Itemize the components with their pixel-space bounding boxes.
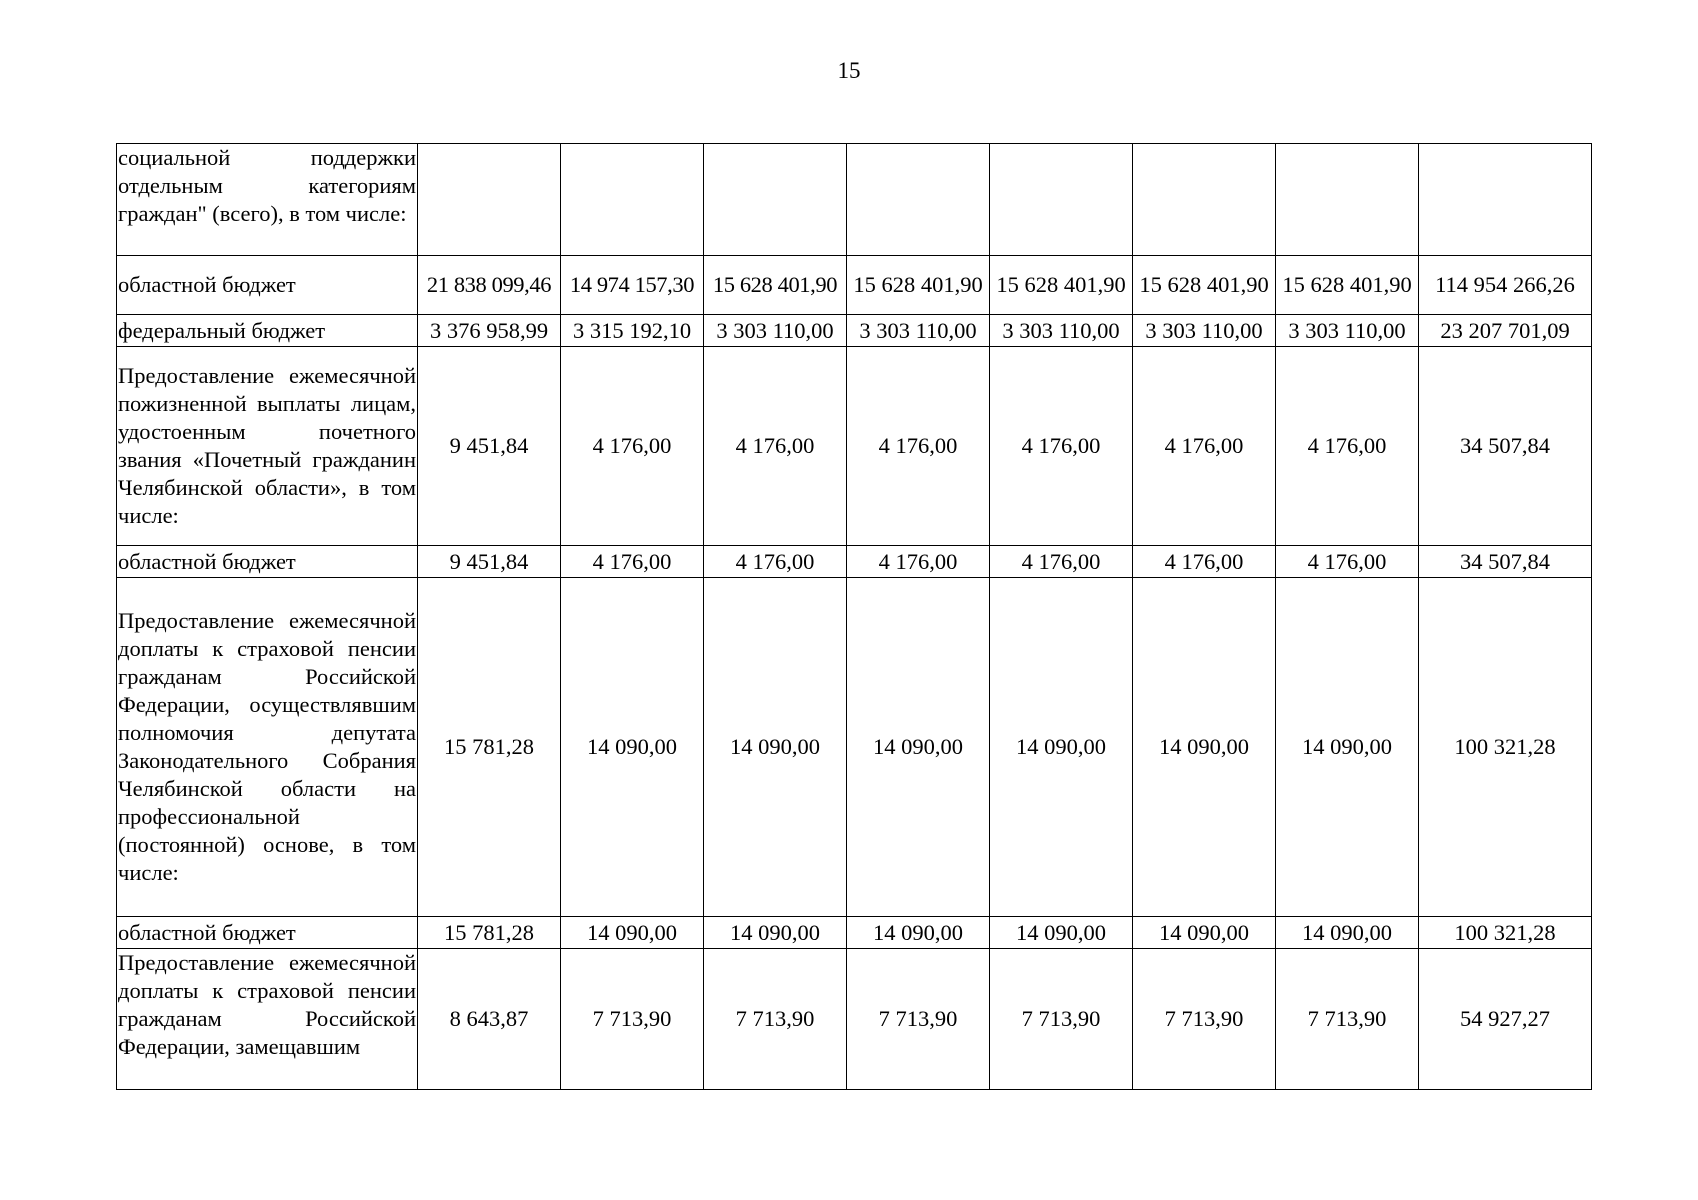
total-cell: 34 507,84: [1419, 546, 1592, 578]
value-cell: 21 838 099,46: [418, 256, 561, 315]
value-cell: 15 628 401,90: [704, 256, 847, 315]
value-cell: 3 303 110,00: [847, 315, 990, 347]
value-cell: 4 176,00: [847, 546, 990, 578]
value-cell: 7 713,90: [847, 949, 990, 1090]
row-label: социальной поддержки отдельным категориям граждан" (всего), в том числе:: [117, 144, 418, 256]
table-row: [117, 347, 1592, 546]
value-cell: 7 713,90: [704, 949, 847, 1090]
total-cell: [1419, 144, 1592, 256]
value-cell: 4 176,00: [990, 347, 1133, 546]
value-cell: [990, 144, 1133, 256]
table-row: [117, 315, 1592, 347]
value-cell: 4 176,00: [1133, 546, 1276, 578]
value-cell: 4 176,00: [561, 546, 704, 578]
value-cell: 4 176,00: [990, 546, 1133, 578]
row-label: областной бюджет: [117, 546, 418, 578]
total-cell: 34 507,84: [1419, 347, 1592, 546]
table-row: [117, 144, 1592, 256]
value-cell: 14 090,00: [1276, 578, 1419, 917]
value-cell: 3 303 110,00: [704, 315, 847, 347]
value-cell: 3 315 192,10: [561, 315, 704, 347]
value-cell: 14 090,00: [1276, 917, 1419, 949]
value-cell: 9 451,84: [418, 546, 561, 578]
value-cell: 3 303 110,00: [1276, 315, 1419, 347]
value-cell: 14 090,00: [561, 917, 704, 949]
row-label: областной бюджет: [117, 256, 418, 315]
value-cell: 15 628 401,90: [847, 256, 990, 315]
table-row: [117, 917, 1592, 949]
page-number: 15: [837, 58, 861, 83]
value-cell: 15 781,28: [418, 578, 561, 917]
value-cell: 7 713,90: [990, 949, 1133, 1090]
table-row: [117, 546, 1592, 578]
row-label: Предоставление ежемесячной пожизненной выплаты лицам, удостоенным почетного звания «Почетный гражданин Челябинской области», в том числе:: [117, 347, 418, 546]
value-cell: 14 090,00: [704, 578, 847, 917]
value-cell: 7 713,90: [561, 949, 704, 1090]
value-cell: 14 974 157,30: [561, 256, 704, 315]
value-cell: 3 303 110,00: [990, 315, 1133, 347]
value-cell: 3 303 110,00: [1133, 315, 1276, 347]
value-cell: 14 090,00: [990, 917, 1133, 949]
total-cell: 54 927,27: [1419, 949, 1592, 1090]
row-label: Предоставление ежемесячной доплаты к страховой пенсии гражданам Российской Федерации, осуществлявшим полномочия депутата Законодательного Собрания Челябинской области на профессиональной (постоянной) основе, в том числе:: [117, 578, 418, 917]
total-cell: 100 321,28: [1419, 917, 1592, 949]
value-cell: 7 713,90: [1276, 949, 1419, 1090]
value-cell: [847, 144, 990, 256]
value-cell: 4 176,00: [704, 347, 847, 546]
value-cell: [704, 144, 847, 256]
value-cell: 15 628 401,90: [1133, 256, 1276, 315]
value-cell: 14 090,00: [847, 578, 990, 917]
table-row: [117, 256, 1592, 315]
row-label: Предоставление ежемесячной доплаты к страховой пенсии гражданам Российской Федерации, замещавшим: [117, 949, 418, 1090]
value-cell: 14 090,00: [1133, 917, 1276, 949]
value-cell: 15 781,28: [418, 917, 561, 949]
value-cell: [418, 144, 561, 256]
value-cell: 3 376 958,99: [418, 315, 561, 347]
value-cell: 7 713,90: [1133, 949, 1276, 1090]
value-cell: 4 176,00: [561, 347, 704, 546]
value-cell: 4 176,00: [1276, 546, 1419, 578]
total-cell: 114 954 266,26: [1419, 256, 1592, 315]
value-cell: 15 628 401,90: [1276, 256, 1419, 315]
value-cell: 14 090,00: [561, 578, 704, 917]
value-cell: 4 176,00: [847, 347, 990, 546]
total-cell: 23 207 701,09: [1419, 315, 1592, 347]
value-cell: 9 451,84: [418, 347, 561, 546]
value-cell: 14 090,00: [990, 578, 1133, 917]
value-cell: 14 090,00: [1133, 578, 1276, 917]
value-cell: [561, 144, 704, 256]
value-cell: 14 090,00: [847, 917, 990, 949]
table-row: [117, 578, 1592, 917]
value-cell: 4 176,00: [1133, 347, 1276, 546]
value-cell: [1133, 144, 1276, 256]
value-cell: 4 176,00: [704, 546, 847, 578]
row-label: федеральный бюджет: [117, 315, 418, 347]
value-cell: 15 628 401,90: [990, 256, 1133, 315]
table-row: [117, 949, 1592, 1090]
budget-table: [116, 143, 1592, 1090]
value-cell: 8 643,87: [418, 949, 561, 1090]
value-cell: [1276, 144, 1419, 256]
value-cell: 14 090,00: [704, 917, 847, 949]
value-cell: 4 176,00: [1276, 347, 1419, 546]
row-label: областной бюджет: [117, 917, 418, 949]
total-cell: 100 321,28: [1419, 578, 1592, 917]
